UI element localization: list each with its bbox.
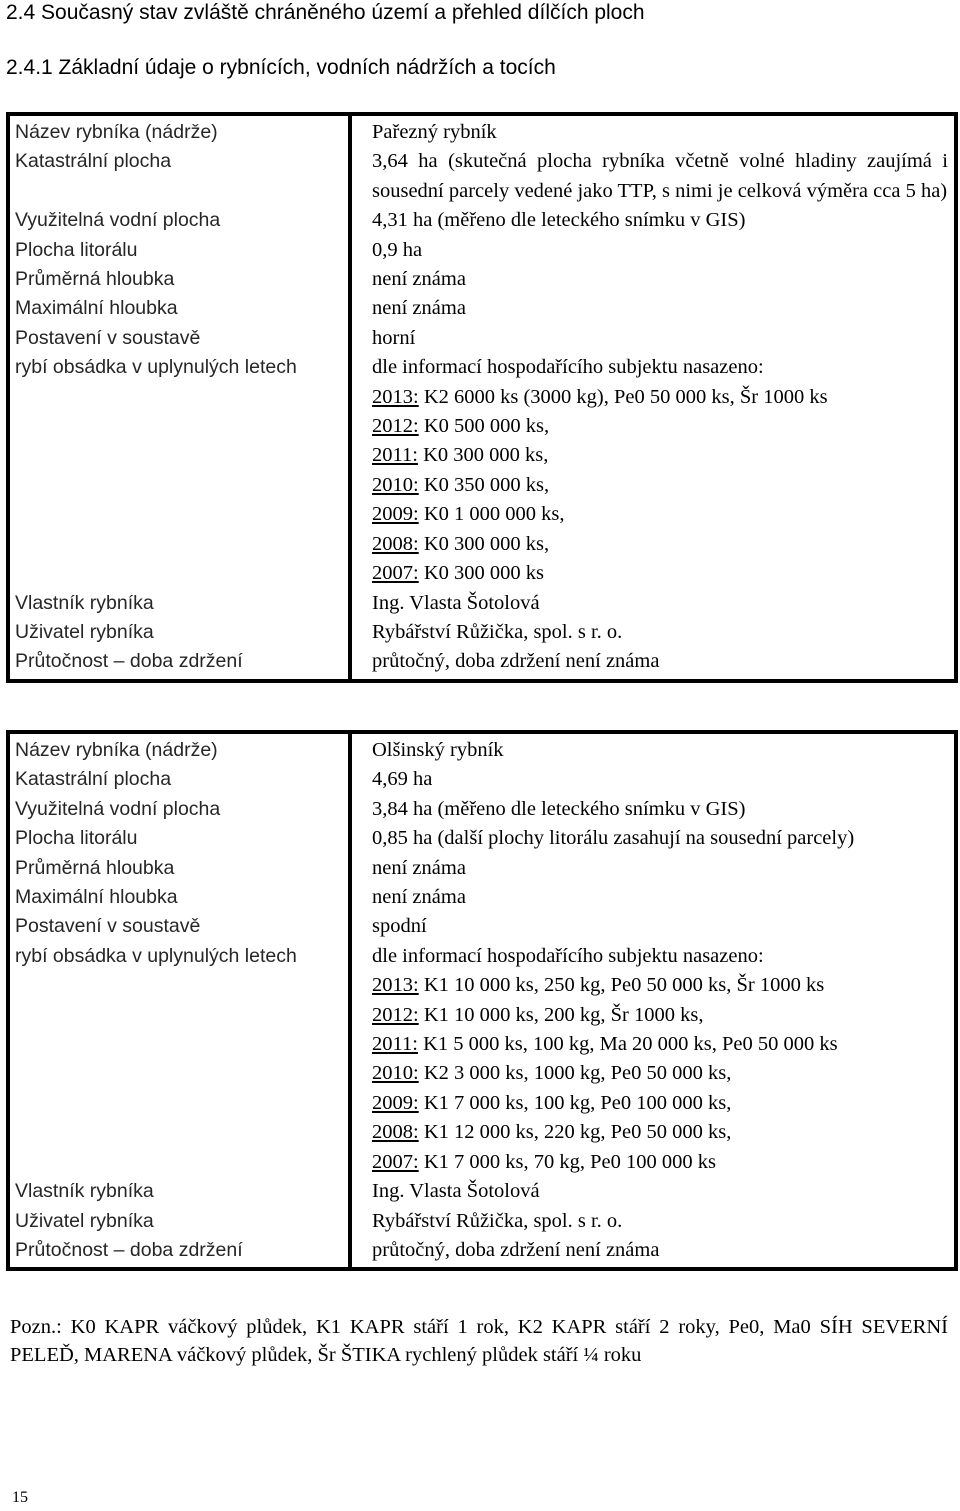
row-label: Katastrální plocha bbox=[10, 147, 352, 206]
row-label: Maximální hloubka bbox=[10, 883, 352, 912]
row-label: rybí obsádka v uplynulých letech bbox=[10, 942, 352, 1177]
stock-year: 2012: bbox=[372, 415, 419, 438]
stock-year: 2012: bbox=[372, 1003, 419, 1026]
stock-detail: K2 3 000 ks, 1000 kg, Pe0 50 000 ks, bbox=[418, 1062, 732, 1085]
stock-year: 2010: bbox=[372, 1062, 419, 1085]
fish-stock-list bbox=[352, 942, 954, 1177]
row-cadastral-area bbox=[10, 765, 954, 794]
stock-entry bbox=[372, 559, 948, 588]
row-value: spodní bbox=[372, 915, 427, 938]
stock-entry bbox=[372, 471, 948, 500]
row-flow-retention bbox=[10, 647, 954, 678]
stock-entry bbox=[372, 1089, 948, 1118]
stock-year: 2013: bbox=[372, 385, 419, 408]
row-value: 4,69 ha bbox=[372, 768, 433, 791]
stock-detail: K0 300 000 ks, bbox=[417, 444, 549, 467]
stock-detail: K0 300 000 ks, bbox=[418, 532, 550, 555]
row-value: Ing. Vlasta Šotolová bbox=[372, 591, 540, 614]
stock-detail: K1 12 000 ks, 220 kg, Pe0 50 000 ks, bbox=[418, 1121, 732, 1144]
stock-year: 2011: bbox=[372, 1033, 418, 1056]
row-value: 0,85 ha (další plochy litorálu zasahují na sousední parcely) bbox=[372, 827, 855, 850]
row-label: Průměrná hloubka bbox=[10, 265, 352, 294]
stock-intro: dle informací hospodařícího subjektu nasazeno: bbox=[372, 356, 764, 379]
stock-entry bbox=[372, 1148, 948, 1177]
stock-detail: K1 10 000 ks, 200 kg, Šr 1000 ks, bbox=[418, 1003, 704, 1026]
subsection-heading: 2.4.1 Základní údaje o rybnících, vodních nádržích a tocích bbox=[6, 56, 556, 79]
row-usable-water-area bbox=[10, 795, 954, 824]
row-label: Plocha litorálu bbox=[10, 236, 352, 265]
stock-year: 2007: bbox=[372, 562, 419, 585]
stock-entry bbox=[372, 412, 948, 441]
row-label: Název rybníka (nádrže) bbox=[10, 116, 352, 147]
row-value: není známa bbox=[372, 297, 466, 320]
stock-year: 2008: bbox=[372, 532, 419, 555]
row-label: Plocha litorálu bbox=[10, 824, 352, 853]
row-label: Průtočnost – doba zdržení bbox=[10, 647, 352, 678]
row-flow-retention bbox=[10, 1236, 954, 1267]
row-label: rybí obsádka v uplynulých letech bbox=[10, 353, 352, 588]
stock-entry bbox=[372, 1001, 948, 1030]
page-number: 15 bbox=[12, 1489, 28, 1506]
stock-year: 2011: bbox=[372, 444, 418, 467]
row-label: Využitelná vodní plocha bbox=[10, 795, 352, 824]
row-value: Olšinský rybník bbox=[372, 739, 504, 761]
stock-entry bbox=[372, 383, 948, 412]
row-label: Využitelná vodní plocha bbox=[10, 206, 352, 235]
row-value: 4,31 ha (měřeno dle leteckého snímku v GIS) bbox=[372, 209, 746, 232]
row-value: Rybářství Růžička, spol. s r. o. bbox=[372, 620, 623, 643]
stock-intro: dle informací hospodařícího subjektu nasazeno: bbox=[372, 944, 764, 967]
row-usable-water-area bbox=[10, 206, 954, 235]
row-label: Název rybníka (nádrže) bbox=[10, 734, 352, 765]
row-name bbox=[10, 116, 954, 147]
row-maximum-depth bbox=[10, 294, 954, 323]
row-label: Postavení v soustavě bbox=[10, 324, 352, 353]
row-system-position bbox=[10, 912, 954, 941]
row-owner bbox=[10, 1177, 954, 1206]
abbreviation-note: Pozn.: K0 KAPR váčkový plůdek, K1 KAPR stáří 1 rok, K2 KAPR stáří 2 roky, Pe0, Ma0 SÍH SEVERNÍ PELEĎ, MARENA váčkový plůdek, Šr ŠTIKA rychlený plůdek stáří ¼ roku bbox=[10, 1316, 948, 1366]
pond-table-olsinsky bbox=[6, 730, 958, 1271]
row-maximum-depth bbox=[10, 883, 954, 912]
row-name bbox=[10, 734, 954, 765]
stock-year: 2008: bbox=[372, 1121, 419, 1144]
row-value: průtočný, doba zdržení není známa bbox=[372, 650, 660, 673]
stock-detail: K0 500 000 ks, bbox=[418, 415, 550, 438]
row-label: Průtočnost – doba zdržení bbox=[10, 1236, 352, 1267]
stock-entry bbox=[372, 971, 948, 1000]
row-label: Uživatel rybníka bbox=[10, 1207, 352, 1236]
row-average-depth bbox=[10, 265, 954, 294]
stock-entry bbox=[372, 1030, 948, 1059]
row-label: Maximální hloubka bbox=[10, 294, 352, 323]
row-value: 3,84 ha (měřeno dle leteckého snímku v GIS) bbox=[372, 797, 746, 820]
stock-detail: K0 1 000 000 ks, bbox=[418, 503, 565, 526]
stock-detail: K1 5 000 ks, 100 kg, Ma 20 000 ks, Pe0 50 000 ks bbox=[417, 1033, 838, 1056]
row-value: průtočný, doba zdržení není známa bbox=[372, 1238, 660, 1261]
row-value: 0,9 ha bbox=[372, 238, 423, 261]
pond-table-parezny bbox=[6, 112, 958, 683]
row-cadastral-area bbox=[10, 147, 954, 206]
stock-detail: K1 10 000 ks, 250 kg, Pe0 50 000 ks, Šr 1000 ks bbox=[418, 974, 825, 997]
row-value: Pařezný rybník bbox=[372, 121, 497, 143]
stock-entry bbox=[372, 1118, 948, 1147]
stock-detail: K0 300 000 ks bbox=[418, 562, 544, 585]
row-label: Uživatel rybníka bbox=[10, 618, 352, 647]
row-value: není známa bbox=[372, 886, 466, 909]
stock-detail: K0 350 000 ks, bbox=[418, 473, 550, 496]
row-value: horní bbox=[372, 326, 416, 349]
row-value: Ing. Vlasta Šotolová bbox=[372, 1180, 540, 1203]
row-fish-stock bbox=[10, 942, 954, 1177]
stock-entry bbox=[372, 1059, 948, 1088]
row-label: Katastrální plocha bbox=[10, 765, 352, 794]
row-littoral-area bbox=[10, 236, 954, 265]
row-system-position bbox=[10, 324, 954, 353]
stock-detail: K1 7 000 ks, 100 kg, Pe0 100 000 ks, bbox=[418, 1091, 732, 1114]
stock-year: 2010: bbox=[372, 473, 419, 496]
row-value: není známa bbox=[372, 268, 466, 291]
row-average-depth bbox=[10, 854, 954, 883]
row-fish-stock bbox=[10, 353, 954, 588]
row-label: Průměrná hloubka bbox=[10, 854, 352, 883]
row-value: není známa bbox=[372, 856, 466, 879]
stock-detail: K1 7 000 ks, 70 kg, Pe0 100 000 ks bbox=[418, 1150, 716, 1173]
row-user bbox=[10, 1207, 954, 1236]
stock-entry bbox=[372, 441, 948, 470]
stock-year: 2009: bbox=[372, 503, 419, 526]
row-label: Postavení v soustavě bbox=[10, 912, 352, 941]
stock-entry bbox=[372, 530, 948, 559]
row-label: Vlastník rybníka bbox=[10, 1177, 352, 1206]
fish-stock-list bbox=[352, 353, 954, 588]
row-value: Rybářství Růžička, spol. s r. o. bbox=[372, 1209, 623, 1232]
stock-year: 2007: bbox=[372, 1150, 419, 1173]
stock-year: 2009: bbox=[372, 1091, 419, 1114]
stock-detail: K2 6000 ks (3000 kg), Pe0 50 000 ks, Šr 1000 ks bbox=[418, 385, 828, 408]
stock-year: 2013: bbox=[372, 974, 419, 997]
row-littoral-area bbox=[10, 824, 954, 853]
section-heading: 2.4 Současný stav zvláště chráněného území a přehled dílčích ploch bbox=[6, 1, 645, 24]
row-user bbox=[10, 618, 954, 647]
row-owner bbox=[10, 589, 954, 618]
row-label: Vlastník rybníka bbox=[10, 589, 352, 618]
stock-entry bbox=[372, 500, 948, 529]
row-value: 3,64 ha (skutečná plocha rybníka včetně volné hladiny zaujímá i sousední parcely vedené jako TTP, s nimi je celková výměra cca 5 ha) bbox=[372, 150, 948, 202]
